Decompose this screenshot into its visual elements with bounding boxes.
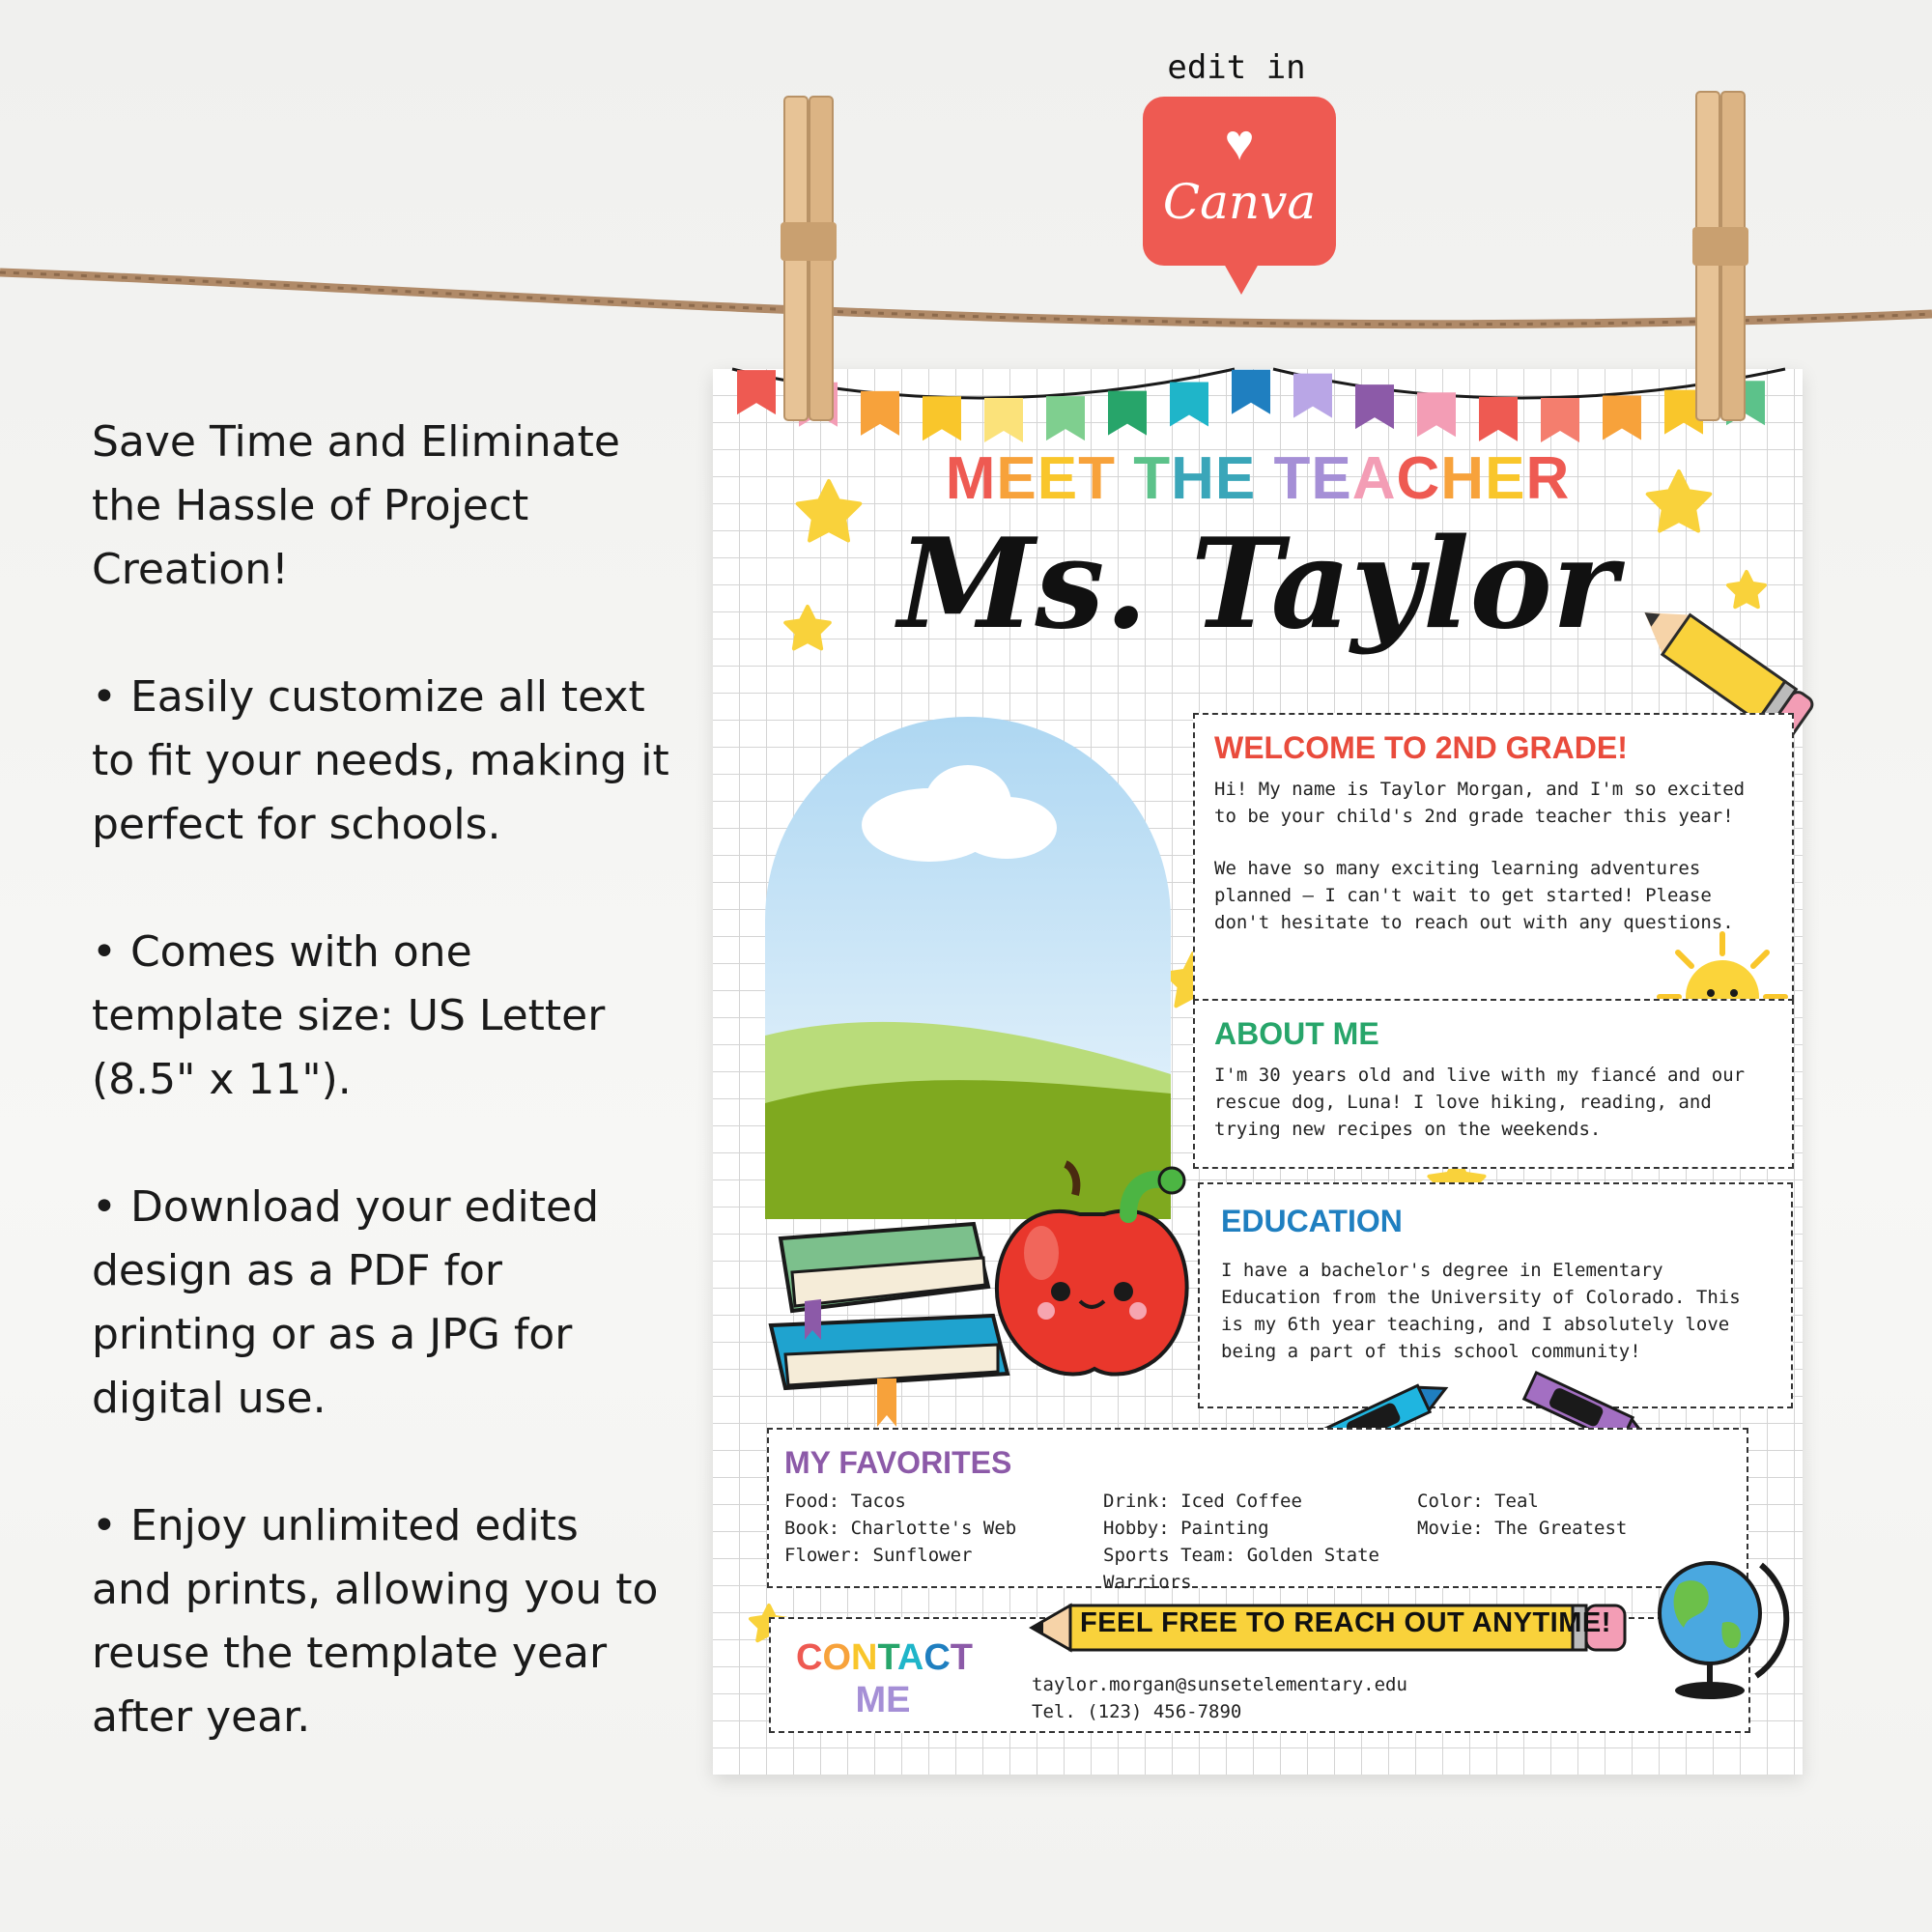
my-favorites-heading: MY FAVORITES: [784, 1445, 1012, 1480]
welcome-heading: WELCOME TO 2ND GRADE!: [1214, 730, 1628, 765]
favorite-hobby: Hobby: Painting: [1103, 1518, 1269, 1539]
left-clothespin: [781, 97, 838, 425]
canva-badge[interactable]: [1143, 97, 1336, 266]
favorite-empty: [1417, 1542, 1668, 1596]
right-clothespin: [1692, 92, 1750, 425]
education-text: I have a bachelor's degree in Elementary Education from the University of Colorado. This is my 6th year teaching, and I absolutely love being a part of this school community!: [1221, 1260, 1741, 1362]
canva-logo-text: Canva: [1162, 174, 1317, 230]
apple-with-worm-illustration: [974, 1156, 1225, 1407]
contact-details: [1032, 1671, 1407, 1725]
contact-section: [769, 1607, 1750, 1733]
contact-phone[interactable]: Tel. (123) 456-7890: [1032, 1701, 1242, 1722]
favorite-food: Food: Tacos: [784, 1491, 906, 1512]
promo-bullet-download: • Download your edited design as a PDF for printing or as a JPG for digital use.: [92, 1182, 600, 1423]
education-section: [1198, 1182, 1793, 1408]
promo-bullet-edits: • Enjoy unlimited edits and prints, allowing you to reuse the template year after year.: [92, 1501, 659, 1742]
favorite-book: Book: Charlotte's Web: [784, 1518, 1017, 1539]
landscape-arch-illustration: [765, 717, 1171, 1219]
about-me-section: [1193, 999, 1794, 1169]
twine-rope: [0, 0, 1932, 386]
heading-word-meet: MEET: [945, 445, 1117, 512]
favorite-flower: Flower: Sunflower: [784, 1545, 973, 1566]
about-me-text: I'm 30 years old and live with my fiancé and our rescue dog, Luna! I love hiking, reading, and trying new recipes on the weekends.: [1214, 1065, 1746, 1140]
promo-bullet-size: • Comes with one template size: US Letter (8.5" x 11").: [92, 927, 606, 1104]
favorites-list: [784, 1488, 1737, 1596]
favorite-drink: Drink: Iced Coffee: [1103, 1491, 1302, 1512]
contact-me-heading: [796, 1636, 973, 1721]
heading-word-the: THE: [1133, 445, 1257, 512]
promo-text: [92, 411, 671, 1813]
education-heading: EDUCATION: [1221, 1204, 1403, 1238]
contact-title-line1: CONTACT: [796, 1637, 973, 1678]
favorite-sports-team: Sports Team: Golden State Warriors: [1103, 1545, 1379, 1593]
globe-icon: [1640, 1546, 1785, 1710]
my-favorites-section: [767, 1428, 1748, 1593]
flyer-sheet: [713, 369, 1803, 1775]
heart-icon: ♥: [1224, 115, 1255, 171]
contact-email[interactable]: taylor.morgan@sunsetelementary.edu: [1032, 1674, 1407, 1695]
welcome-paragraph-1: Hi! My name is Taylor Morgan, and I'm so excited to be your child's 2nd grade teacher this year!: [1214, 779, 1746, 827]
star-icon: [1648, 471, 1711, 531]
star-icon: [798, 481, 861, 541]
promo-intro: Save Time and Eliminate the Hassle of Project Creation!: [92, 417, 620, 594]
edit-in-caption: edit in: [1167, 48, 1306, 87]
favorite-movie: Movie: The Greatest: [1417, 1518, 1628, 1539]
heading-word-teacher: TEACHER: [1273, 445, 1571, 512]
contact-title-line2: ME: [855, 1680, 911, 1720]
promo-bullet-customize: • Easily customize all text to fit your needs, making it perfect for schools.: [92, 672, 669, 849]
reach-out-banner-text: FEEL FREE TO REACH OUT ANYTIME!: [1080, 1607, 1611, 1638]
star-icon: [785, 607, 830, 648]
teacher-name: Ms. Taylor: [897, 512, 1618, 657]
favorite-color: Color: Teal: [1417, 1491, 1539, 1512]
welcome-paragraph-2: We have so many exciting learning adventures planned — I can't wait to get started! Please don't hesitate to reach out with any questions.: [1214, 858, 1734, 933]
about-me-heading: ABOUT ME: [1214, 1016, 1379, 1051]
